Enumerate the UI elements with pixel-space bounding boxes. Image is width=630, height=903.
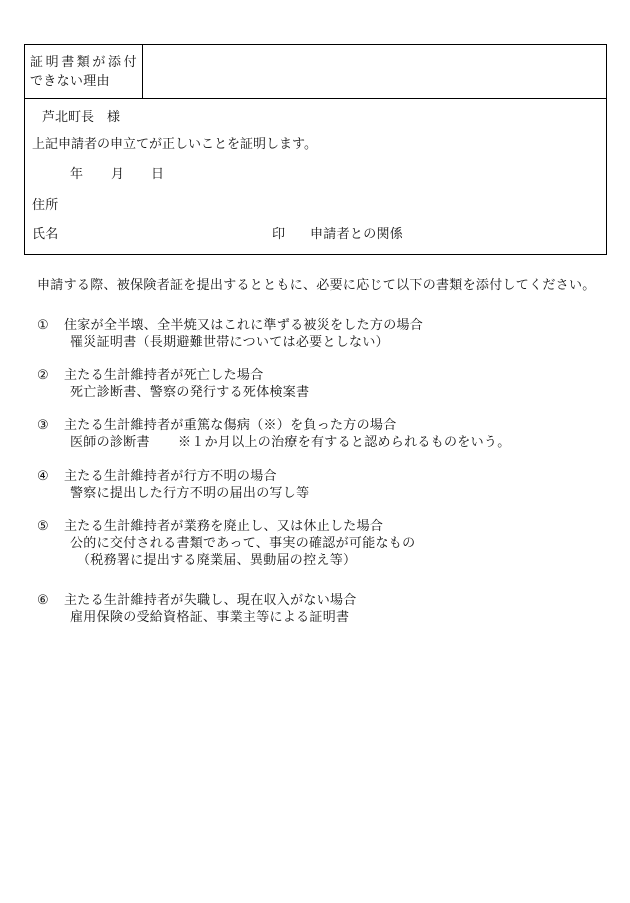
relation-label: 申請者との関係 bbox=[310, 227, 404, 242]
item-title: 主たる生計維持者が行方不明の場合 bbox=[64, 469, 277, 484]
item-detail: 罹災証明書（長期避難世帯については必要としない） bbox=[70, 335, 389, 350]
addressee: 芦北町長 様 bbox=[42, 110, 121, 125]
item-number: ⑥ bbox=[37, 593, 49, 608]
item-detail: （税務署に提出する廃業届、異動届の控え等） bbox=[77, 553, 357, 568]
item-title: 主たる生計維持者が死亡した場合 bbox=[64, 368, 264, 383]
item-detail: 公的に交付される書類であって、事実の確認が可能なもの bbox=[70, 536, 416, 551]
instructions-intro: 申請する際、被保険者証を提出するとともに、必要に応じて以下の書類を添付してください。 bbox=[37, 278, 596, 293]
item-detail: 死亡診断書、警察の発行する死体検案書 bbox=[70, 385, 310, 400]
item-number: ③ bbox=[37, 418, 49, 433]
item-title: 主たる生計維持者が失職し、現在収入がない場合 bbox=[64, 593, 357, 608]
date-year-label: 年 bbox=[70, 167, 84, 182]
item-title: 主たる生計維持者が業務を廃止し、又は休止した場合 bbox=[64, 519, 384, 534]
certification-statement: 上記申請者の申立てが正しいことを証明します。 bbox=[32, 137, 317, 152]
item-detail: 雇用保険の受給資格証、事業主等による証明書 bbox=[70, 610, 350, 625]
item-number: ④ bbox=[37, 469, 49, 484]
item-number: ⑤ bbox=[37, 519, 49, 534]
form-row-divider bbox=[24, 98, 607, 99]
form-column-divider bbox=[142, 44, 143, 99]
address-label: 住所 bbox=[32, 198, 59, 213]
item-number: ② bbox=[37, 368, 49, 383]
seal-label: 印 bbox=[272, 227, 286, 242]
item-title: 住家が全半壊、全半焼又はこれに準ずる被災をした方の場合 bbox=[64, 318, 424, 333]
item-note: ※１か月以上の治療を有すると認められるものをいう。 bbox=[178, 435, 511, 450]
reason-label-line-2: できない理由 bbox=[30, 74, 110, 89]
date-day-label: 日 bbox=[151, 167, 165, 182]
item-title: 主たる生計維持者が重篤な傷病（※）を負った方の場合 bbox=[64, 418, 397, 433]
date-month-label: 月 bbox=[111, 167, 125, 182]
reason-label-line-1: 証明書類が添付 bbox=[30, 55, 140, 70]
item-detail: 警察に提出した行方不明の届出の写し等 bbox=[70, 486, 310, 501]
name-label: 氏名 bbox=[32, 227, 59, 242]
item-detail: 医師の診断書 bbox=[70, 435, 150, 450]
item-number: ① bbox=[37, 318, 49, 333]
